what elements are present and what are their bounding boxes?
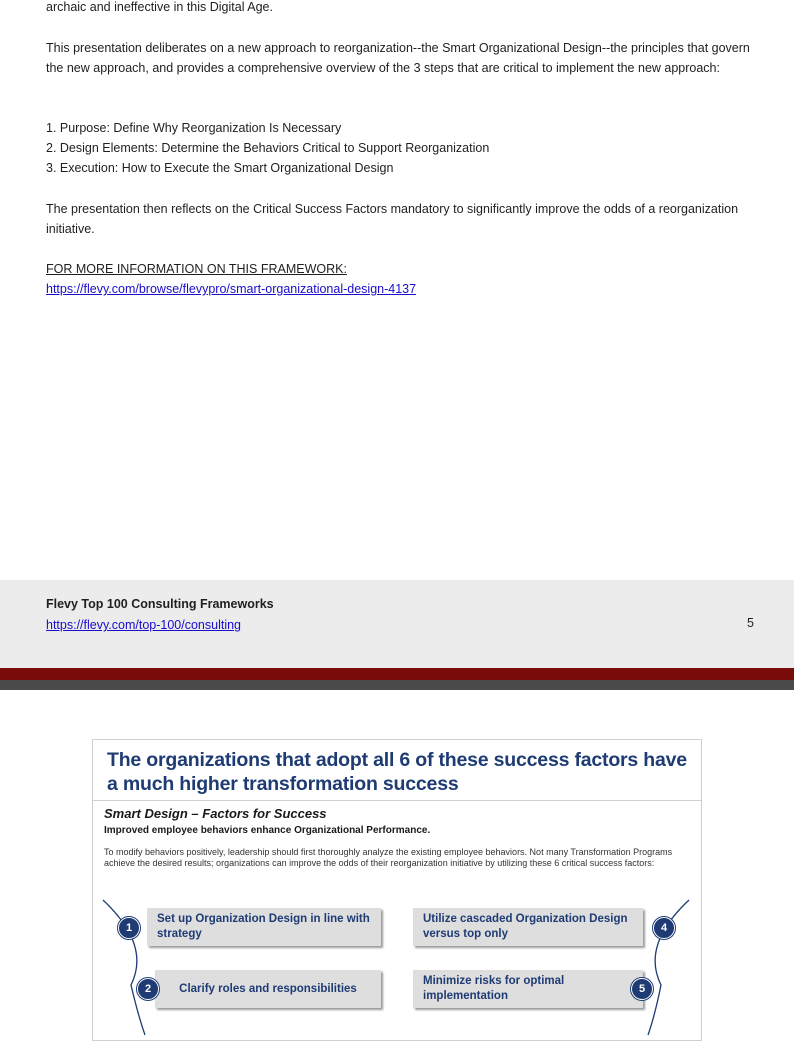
slide-title: The organizations that adopt all 6 of these success factors have a much higher transformation success [107, 749, 687, 795]
slide-lead: Improved employee behaviors enhance Organizational Performance. [104, 825, 431, 836]
factor-number-badge: 1 [118, 917, 140, 939]
footer-accent-bar [0, 668, 794, 680]
list-item: 1. Purpose: Define Why Reorganization Is Necessary [46, 121, 342, 135]
slide-subtitle: Smart Design – Factors for Success [104, 806, 327, 821]
list-item: 3. Execution: How to Execute the Smart Organizational Design [46, 161, 394, 175]
factor-label: Minimize risks for optimal implementation [423, 975, 565, 1002]
page-number: 5 [747, 616, 754, 630]
slide [92, 739, 702, 1041]
factor-label: Clarify roles and responsibilities [179, 982, 357, 995]
factor-number-badge: 2 [137, 978, 159, 1000]
page-separator [0, 680, 794, 690]
more-info-label: FOR MORE INFORMATION ON THIS FRAMEWORK: [46, 262, 347, 276]
factor-label: Utilize cascaded Organization Design versus top only [423, 913, 628, 940]
slide-body: To modify behaviors positively, leadership should first thoroughly analyze the existing employee behaviors. Not many Transformation Programs achieve the desired results; organizations can improve the odds of their reorganization initiative by utilizing these 6 critical success factors: [104, 847, 673, 868]
footer-link[interactable]: https://flevy.com/top-100/consulting [46, 618, 242, 632]
factor-4-box [413, 908, 643, 946]
factor-5-box [413, 970, 643, 1008]
factor-2-box [155, 970, 381, 1008]
paragraph-intro-tail: archaic and ineffective in this Digital Age. [46, 0, 273, 14]
list-item: 2. Design Elements: Determine the Behaviors Critical to Support Reorganization [46, 141, 490, 155]
divider [93, 800, 701, 801]
paragraph-csf: The presentation then reflects on the Critical Success Factors mandatory to significantly improve the odds of a reorganization initiative. [46, 202, 739, 236]
footer-title: Flevy Top 100 Consulting Frameworks [46, 597, 274, 611]
factor-number-badge: 5 [631, 978, 653, 1000]
steps-list [46, 118, 489, 178]
paragraph-approach: This presentation deliberates on a new approach to reorganization--the Smart Organizational Design--the principles that govern the new approach, and provides a comprehensive overview of the 3 steps that are critical to implement the new approach: [46, 41, 750, 75]
factor-1-box [147, 908, 381, 946]
framework-link[interactable]: https://flevy.com/browse/flevypro/smart-organizational-design-4137 [46, 282, 417, 296]
factor-number-badge: 4 [653, 917, 675, 939]
page-footer [0, 580, 794, 668]
factor-label: Set up Organization Design in line with strategy [157, 913, 370, 940]
